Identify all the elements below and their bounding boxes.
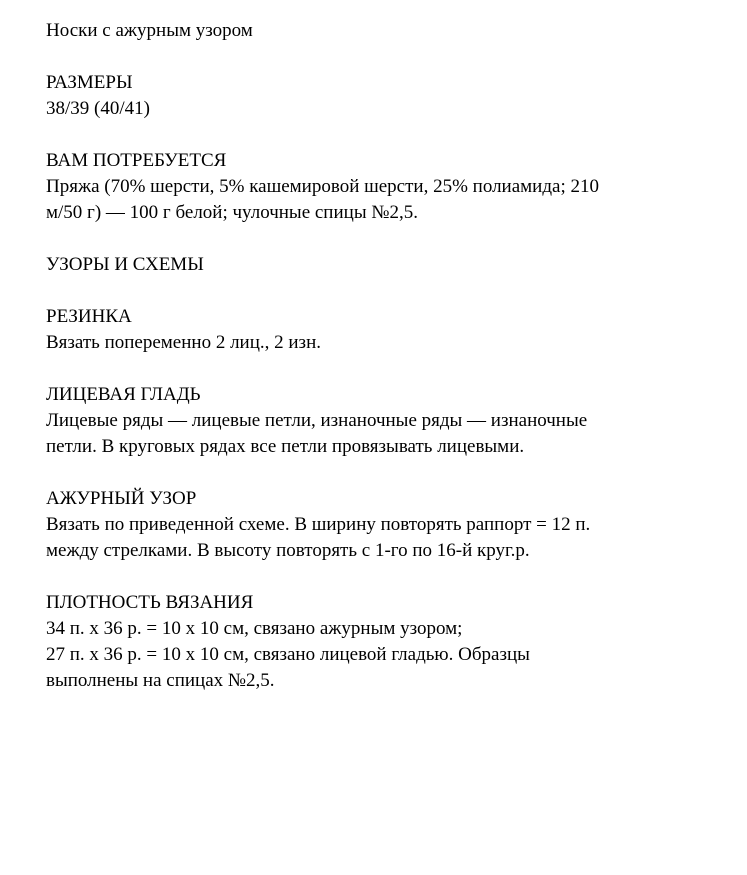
stockinette-heading: ЛИЦЕВАЯ ГЛАДЬ — [46, 384, 201, 405]
gauge-line-3: выполнены на спицах №2,5. — [46, 670, 275, 691]
patterns-heading: УЗОРЫ И СХЕМЫ — [46, 254, 204, 275]
materials-heading: ВАМ ПОТРЕБУЕТСЯ — [46, 150, 227, 171]
lace-line-2: между стрелками. В высоту повторять с 1-го по 16-й круг.р. — [46, 540, 530, 561]
sizes-heading: РАЗМЕРЫ — [46, 72, 133, 93]
gauge-line-1: 34 п. х 36 р. = 10 х 10 см, связано ажурным узором; — [46, 618, 463, 639]
spacer — [46, 226, 706, 252]
stockinette-line-1: Лицевые ряды — лицевые петли, изнаночные ряды — изнаночные — [46, 410, 588, 431]
gauge-heading: ПЛОТНОСТЬ ВЯЗАНИЯ — [46, 592, 254, 613]
document-body — [46, 18, 706, 694]
lace-heading: АЖУРНЫЙ УЗОР — [46, 488, 197, 509]
document-title: Носки с ажурным узором — [46, 20, 253, 41]
rib-text: Вязать попеременно 2 лиц., 2 изн. — [46, 332, 321, 353]
spacer — [46, 122, 706, 148]
spacer — [46, 564, 706, 590]
spacer — [46, 356, 706, 382]
spacer — [46, 278, 706, 304]
spacer — [46, 460, 706, 486]
spacer — [46, 44, 706, 70]
sizes-value: 38/39 (40/41) — [46, 98, 150, 119]
materials-line-1: Пряжа (70% шерсти, 5% кашемировой шерсти, 25% полиамида; 210 — [46, 176, 599, 197]
gauge-line-2: 27 п. х 36 р. = 10 х 10 см, связано лицевой гладью. Образцы — [46, 644, 530, 665]
lace-line-1: Вязать по приведенной схеме. В ширину повторять раппорт = 12 п. — [46, 514, 591, 535]
materials-line-2: м/50 г) — 100 г белой; чулочные спицы №2,5. — [46, 202, 418, 223]
rib-heading: РЕЗИНКА — [46, 306, 132, 327]
stockinette-line-2: петли. В круговых рядах все петли провязывать лицевыми. — [46, 436, 525, 457]
